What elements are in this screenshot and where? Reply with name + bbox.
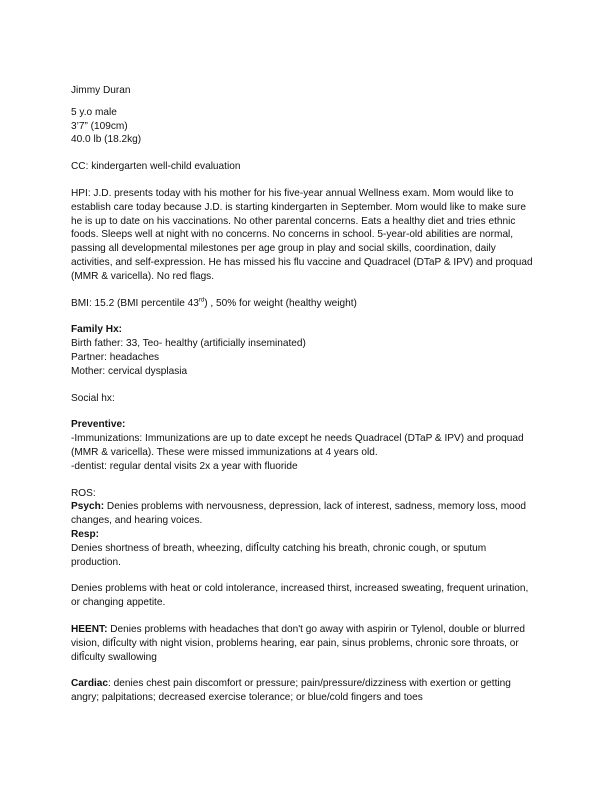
ros-cardiac bbox=[71, 677, 533, 705]
patient-height: 3’7” (109cm) bbox=[71, 120, 128, 132]
ros-cardiac-text: : denies chest pain discomfort or pressure; pain/pressure/dizziness with exertion or getting angry; palpitations; decreased exercise tolerance; or blue/cold fingers and toes bbox=[71, 678, 511, 704]
chief-complaint: CC: kindergarten well-child evaluation bbox=[71, 161, 241, 173]
ros-heent-label: HEENT: bbox=[71, 623, 108, 635]
family-hx-item: Birth father: 33, Teo- healthy (artificially inseminated) bbox=[71, 338, 306, 350]
patient-weight: 40.0 lb (18.2kg) bbox=[71, 134, 142, 146]
ros-psych-label: Psych: bbox=[71, 501, 105, 513]
family-hx-heading: Family Hx: bbox=[71, 324, 123, 336]
bmi-prefix: BMI: 15.2 (BMI percentile 43 bbox=[71, 297, 199, 309]
ros-psych bbox=[71, 500, 533, 528]
clinical-note bbox=[71, 84, 533, 705]
ros-cardiac-label: Cardiac bbox=[71, 678, 109, 690]
bmi-suffix: ) , 50% for weight (healthy weight) bbox=[204, 297, 357, 309]
preventive-heading: Preventive: bbox=[71, 419, 126, 431]
family-hx-item: Mother: cervical dysplasia bbox=[71, 365, 188, 377]
patient-age-sex: 5 y.o male bbox=[71, 106, 117, 118]
ros-heent bbox=[71, 623, 533, 664]
hpi-paragraph: HPI: J.D. presents today with his mother for his five-year annual Wellness exam. Mom would like to establish care today because J.D. is starting kindergarten in September. Mom would like to make sure he is up to date on his vaccinations. No other parental concerns. Eats a healthy diet and tries ethnic foods. Sleeps well at night with no concerns. No concerns in school. 5-year-old abilities are normal, passing all developmental milestones per age group in play and social skills, coordination, daily activities, and self-expression. He has missed his flu vaccine and Quadracel (DTaP & IPV) and proquad (MMR & varicella). No red flags. bbox=[71, 187, 533, 282]
ros-psych-text: Denies problems with nervousness, depression, lack of interest, sadness, memory loss, mood changes, and hearing voices. bbox=[71, 501, 526, 527]
ros-endocrine-text: Denies problems with heat or cold intolerance, increased thirst, increased sweating, frequent urination, or changing appetite. bbox=[71, 583, 529, 609]
preventive-immunizations: -Immunizations: Immunizations are up to date except he needs Quadracel (DTaP & IPV) and proquad (MMR & varicella). These were missed immunizations at 4 years old. bbox=[71, 433, 524, 458]
family-hx-item: Partner: headaches bbox=[71, 351, 160, 363]
ros-heading: ROS: bbox=[71, 487, 96, 499]
ros-resp-text: Denies shortness of breath, wheezing, difÎculty catching his breath, chronic cough, or sputum production. bbox=[71, 542, 487, 568]
bmi-line bbox=[71, 297, 533, 311]
preventive-dentist: -dentist: regular dental visits 2x a year with fluoride bbox=[71, 460, 298, 472]
ros-resp-label: Resp: bbox=[71, 528, 100, 540]
ros-heent-text: Denies problems with headaches that don't go away with aspirin or Tylenol, double or blurred vision, difÎculty with night vision, problems hearing, ear pain, sinus problems, chronic sore throats, or difÎculty swallowing bbox=[71, 623, 525, 663]
social-hx-heading: Social hx: bbox=[71, 392, 115, 404]
patient-name: Jimmy Duran bbox=[71, 85, 131, 96]
bmi-ordinal-suffix: rd bbox=[198, 297, 205, 304]
